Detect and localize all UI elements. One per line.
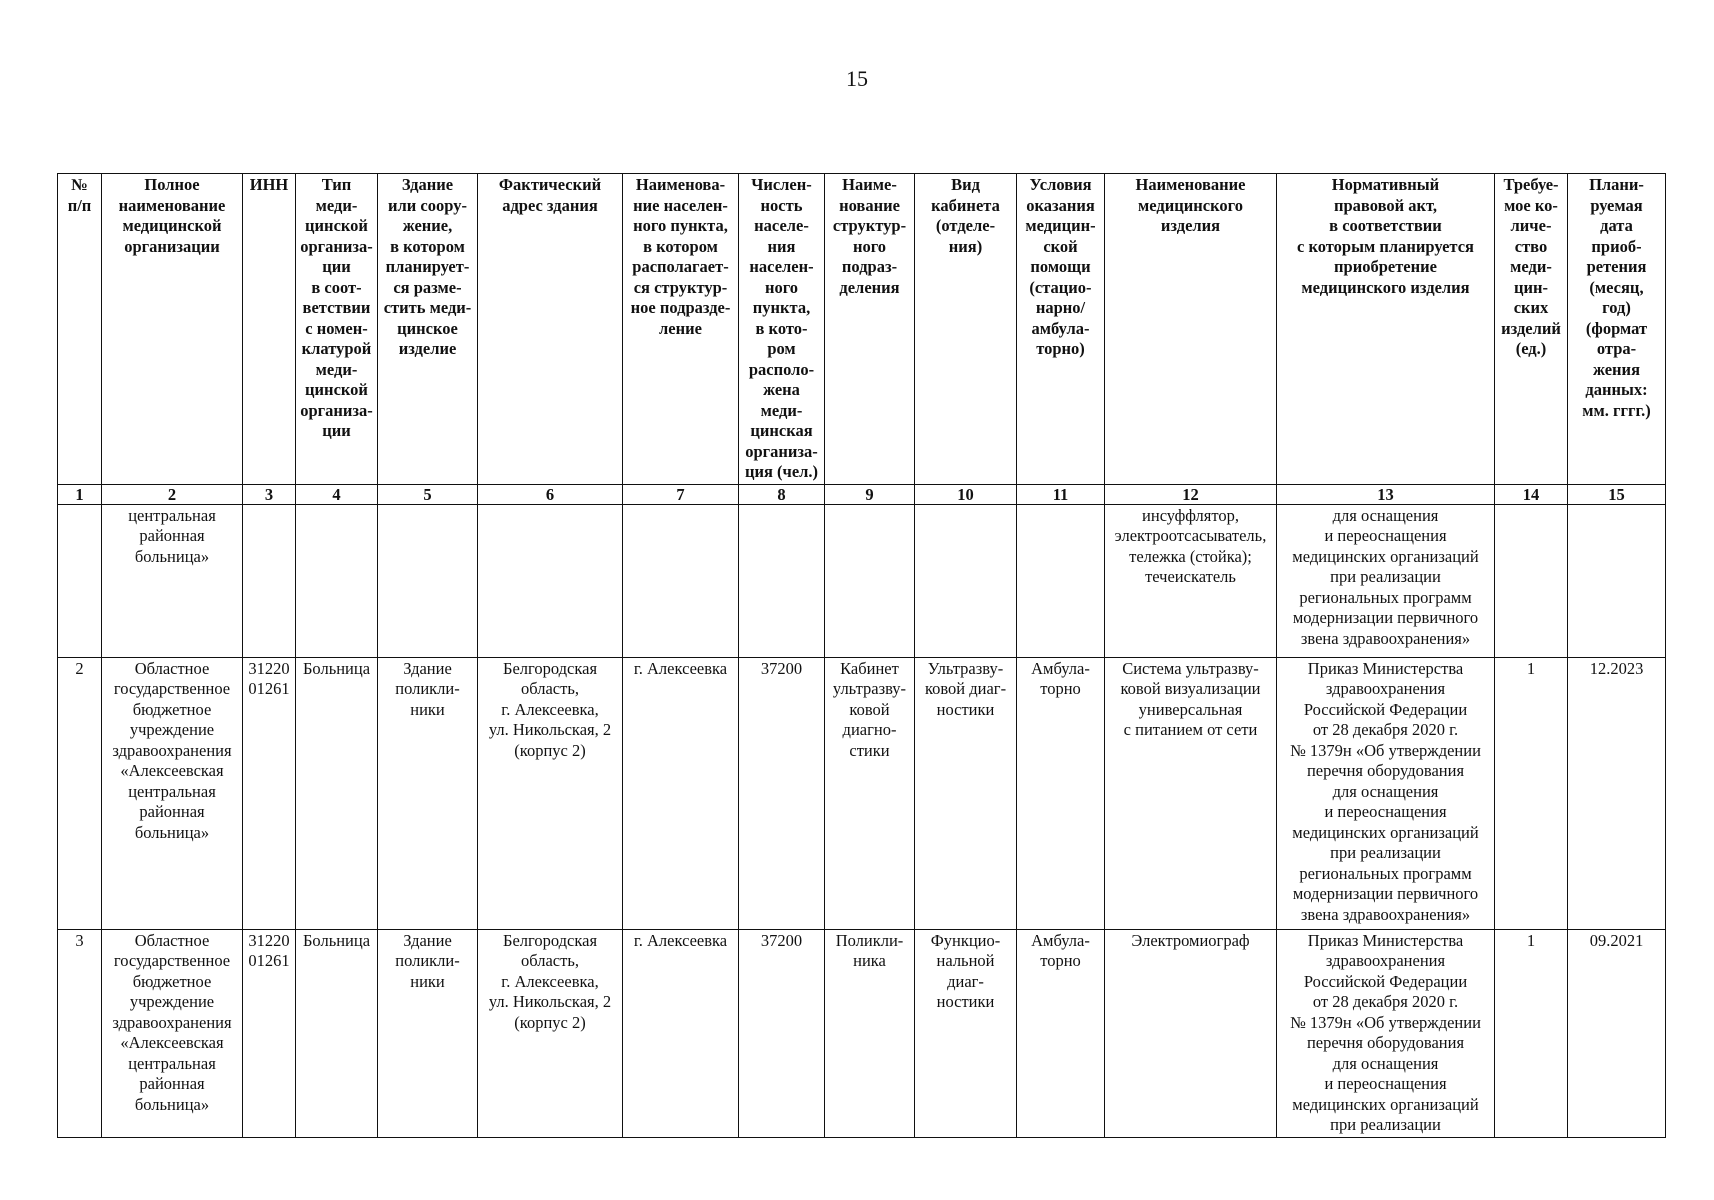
equipment-table bbox=[57, 173, 1666, 1138]
header-cell-conditions: Условия оказания медицин- ской помощи (стацио- нарно/ амбула- торно) bbox=[1017, 174, 1105, 485]
cell-number: 2 bbox=[58, 657, 102, 929]
header-cell-building: Здание или соору- жение, в котором планирует- ся разме- стить меди- цинское изделие bbox=[378, 174, 478, 485]
cell-settlement: г. Алексеевка bbox=[623, 657, 739, 929]
cell-cabinet: Ультразву- ковой диаг- ностики bbox=[915, 657, 1017, 929]
cell-address: Белгородская область, г. Алексеевка, ул. Никольская, 2 (корпус 2) bbox=[478, 929, 623, 1137]
cell-inn: 31220 01261 bbox=[243, 929, 296, 1137]
header-cell-legal-act: Нормативный правовой акт, в соответствии с которым планируется приобретение медицинского изделия bbox=[1277, 174, 1495, 485]
cell-device: Электромиограф bbox=[1105, 929, 1277, 1137]
column-number: 9 bbox=[825, 484, 915, 504]
cell-population: 37200 bbox=[739, 929, 825, 1137]
cell-conditions: Амбула- торно bbox=[1017, 657, 1105, 929]
cell-unit: Поликли- ника bbox=[825, 929, 915, 1137]
cell-number bbox=[58, 504, 102, 657]
table-row bbox=[58, 929, 1666, 1137]
cell-cabinet bbox=[915, 504, 1017, 657]
cell-inn: 31220 01261 bbox=[243, 657, 296, 929]
cell-legal-act: Приказ Министерства здравоохранения Российской Федерации от 28 декабря 2020 г. № 1379н «Об утверждении перечня оборудования для оснащения и переоснащения медицинских организаций при реализации bbox=[1277, 929, 1495, 1137]
column-number: 4 bbox=[296, 484, 378, 504]
cell-org-type: Больница bbox=[296, 929, 378, 1137]
cell-org-name: Областное государственное бюджетное учреждение здравоохранения «Алексеевская центральная районная больница» bbox=[102, 657, 243, 929]
cell-legal-act: Приказ Министерства здравоохранения Российской Федерации от 28 декабря 2020 г. № 1379н «Об утверждении перечня оборудования для оснащения и переоснащения медицинских организаций при реализации региональных программ модернизации первичного звена здравоохранения» bbox=[1277, 657, 1495, 929]
header-cell-quantity: Требуе- мое ко- личе- ство меди- цин- ских изделий (ед.) bbox=[1495, 174, 1568, 485]
cell-building: Здание поликли- ники bbox=[378, 657, 478, 929]
table-row bbox=[58, 504, 1666, 657]
cell-building: Здание поликли- ники bbox=[378, 929, 478, 1137]
column-number: 11 bbox=[1017, 484, 1105, 504]
cell-conditions: Амбула- торно bbox=[1017, 929, 1105, 1137]
cell-population bbox=[739, 504, 825, 657]
page-number: 15 bbox=[846, 66, 868, 91]
header-cell-population: Числен- ность населе- ния населен- ного пункта, в кото- ром располо- жена меди- цинская организа- ция (чел.) bbox=[739, 174, 825, 485]
column-number: 8 bbox=[739, 484, 825, 504]
column-number: 13 bbox=[1277, 484, 1495, 504]
cell-settlement bbox=[623, 504, 739, 657]
column-number: 1 bbox=[58, 484, 102, 504]
cell-device: инсуффлятор, электроотсасыватель, тележка (стойка); течеискатель bbox=[1105, 504, 1277, 657]
cell-quantity: 1 bbox=[1495, 929, 1568, 1137]
column-number: 7 bbox=[623, 484, 739, 504]
cell-address: Белгородская область, г. Алексеевка, ул. Никольская, 2 (корпус 2) bbox=[478, 657, 623, 929]
cell-cabinet: Функцио- нальной диаг- ностики bbox=[915, 929, 1017, 1137]
cell-quantity bbox=[1495, 504, 1568, 657]
cell-number: 3 bbox=[58, 929, 102, 1137]
column-number: 12 bbox=[1105, 484, 1277, 504]
header-cell-address: Фактический адрес здания bbox=[478, 174, 623, 485]
cell-building bbox=[378, 504, 478, 657]
column-number-row bbox=[58, 484, 1666, 504]
cell-org-type bbox=[296, 504, 378, 657]
column-number: 14 bbox=[1495, 484, 1568, 504]
column-number: 10 bbox=[915, 484, 1017, 504]
header-cell-cabinet: Вид кабинета (отделе- ния) bbox=[915, 174, 1017, 485]
header-cell-settlement: Наименова- ние населен- ного пункта, в котором располагает- ся структур- ное подразде- ление bbox=[623, 174, 739, 485]
cell-quantity: 1 bbox=[1495, 657, 1568, 929]
column-number: 2 bbox=[102, 484, 243, 504]
header-cell-number: № п/п bbox=[58, 174, 102, 485]
cell-date bbox=[1568, 504, 1666, 657]
column-number: 3 bbox=[243, 484, 296, 504]
cell-org-type: Больница bbox=[296, 657, 378, 929]
header-cell-unit: Наиме- нование структур- ного подраз- деления bbox=[825, 174, 915, 485]
cell-inn bbox=[243, 504, 296, 657]
cell-address bbox=[478, 504, 623, 657]
cell-settlement: г. Алексеевка bbox=[623, 929, 739, 1137]
header-cell-date: Плани- руемая дата приоб- ретения (месяц, год) (формат отра- жения данных: мм. гггг.) bbox=[1568, 174, 1666, 485]
cell-unit: Кабинет ультразву- ковой диагно- стики bbox=[825, 657, 915, 929]
column-number: 6 bbox=[478, 484, 623, 504]
cell-org-name: центральная районная больница» bbox=[102, 504, 243, 657]
header-cell-org-type: Тип меди- цинской организа- ции в соот- ветствии с номен- клатурой меди- цинской организа- ции bbox=[296, 174, 378, 485]
cell-date: 09.2021 bbox=[1568, 929, 1666, 1137]
cell-date: 12.2023 bbox=[1568, 657, 1666, 929]
column-number: 5 bbox=[378, 484, 478, 504]
cell-legal-act: для оснащения и переоснащения медицинских организаций при реализации региональных программ модернизации первичного звена здравоохранения» bbox=[1277, 504, 1495, 657]
table-header-row bbox=[58, 174, 1666, 485]
column-number: 15 bbox=[1568, 484, 1666, 504]
cell-device: Система ультразву- ковой визуализации универсальная с питанием от сети bbox=[1105, 657, 1277, 929]
header-cell-org-name: Полное наименование медицинской организации bbox=[102, 174, 243, 485]
cell-org-name: Областное государственное бюджетное учреждение здравоохранения «Алексеевская центральная районная больница» bbox=[102, 929, 243, 1137]
header-cell-device: Наименование медицинского изделия bbox=[1105, 174, 1277, 485]
cell-conditions bbox=[1017, 504, 1105, 657]
header-cell-inn: ИНН bbox=[243, 174, 296, 485]
table-row bbox=[58, 657, 1666, 929]
cell-unit bbox=[825, 504, 915, 657]
cell-population: 37200 bbox=[739, 657, 825, 929]
